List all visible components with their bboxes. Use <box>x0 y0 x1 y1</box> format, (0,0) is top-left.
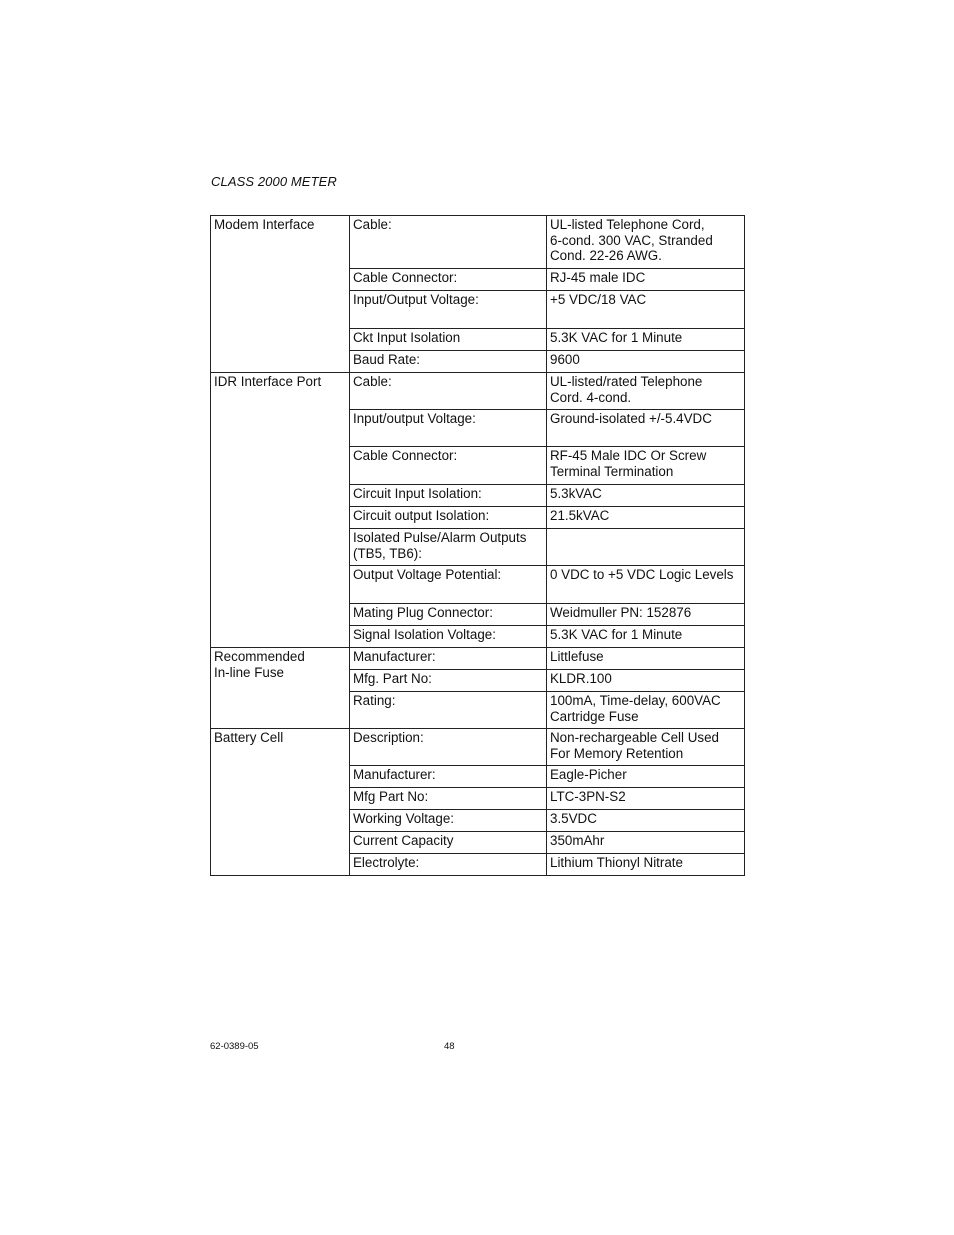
table-row <box>211 373 745 410</box>
spec-label: Circuit output Isolation: <box>350 507 547 529</box>
spec-value: LTC-3PN-S2 <box>547 788 745 810</box>
spec-value: +5 VDC/18 VAC <box>547 291 745 329</box>
spec-value <box>547 529 745 566</box>
spec-label: Working Voltage: <box>350 810 547 832</box>
spec-value: UL-listed Telephone Cord, 6-cond. 300 VAC, Stranded Cond. 22-26 AWG. <box>547 216 745 269</box>
spec-label: Description: <box>350 729 547 766</box>
spec-label: Isolated Pulse/Alarm Outputs (TB5, TB6): <box>350 529 547 566</box>
spec-label: Signal Isolation Voltage: <box>350 626 547 648</box>
spec-value: KLDR.100 <box>547 670 745 692</box>
spec-value: RF-45 Male IDC Or Screw Terminal Termination <box>547 447 745 485</box>
spec-label: Cable Connector: <box>350 269 547 291</box>
spec-value: 0 VDC to +5 VDC Logic Levels <box>547 566 745 604</box>
spec-value: RJ-45 male IDC <box>547 269 745 291</box>
page-number: 48 <box>444 1041 455 1052</box>
spec-value: 5.3K VAC for 1 Minute <box>547 626 745 648</box>
category-cell-idr-interface-port: IDR Interface Port <box>211 373 350 648</box>
spec-value: 3.5VDC <box>547 810 745 832</box>
table-row <box>211 216 745 269</box>
spec-label: Manufacturer: <box>350 766 547 788</box>
spec-label: Mating Plug Connector: <box>350 604 547 626</box>
table-row <box>211 648 745 670</box>
spec-value: 21.5kVAC <box>547 507 745 529</box>
spec-value: Non-rechargeable Cell Used For Memory Retention <box>547 729 745 766</box>
table-row <box>211 729 745 766</box>
category-cell-modem-interface: Modem Interface <box>211 216 350 373</box>
spec-label: Electrolyte: <box>350 854 547 876</box>
spec-value: 5.3kVAC <box>547 485 745 507</box>
spec-value: 9600 <box>547 351 745 373</box>
spec-value: Eagle-Picher <box>547 766 745 788</box>
spec-value: UL-listed/rated Telephone Cord. 4-cond. <box>547 373 745 410</box>
spec-label: Rating: <box>350 692 547 729</box>
spec-label: Mfg Part No: <box>350 788 547 810</box>
specification-table <box>210 215 745 876</box>
spec-label: Circuit Input Isolation: <box>350 485 547 507</box>
spec-value: Littlefuse <box>547 648 745 670</box>
spec-value: Weidmuller PN: 152876 <box>547 604 745 626</box>
spec-label: Cable: <box>350 373 547 410</box>
document-number: 62-0389-05 <box>210 1041 259 1052</box>
category-cell-recommended-fuse: Recommended In-line Fuse <box>211 648 350 729</box>
spec-label: Input/output Voltage: <box>350 410 547 447</box>
spec-label: Current Capacity <box>350 832 547 854</box>
spec-value: 350mAhr <box>547 832 745 854</box>
spec-value: 100mA, Time-delay, 600VAC Cartridge Fuse <box>547 692 745 729</box>
spec-label: Mfg. Part No: <box>350 670 547 692</box>
specification-table-body <box>211 216 745 876</box>
spec-value: Lithium Thionyl Nitrate <box>547 854 745 876</box>
spec-value: 5.3K VAC for 1 Minute <box>547 329 745 351</box>
spec-label: Ckt Input Isolation <box>350 329 547 351</box>
page-title: CLASS 2000 METER <box>211 174 337 189</box>
spec-label: Output Voltage Potential: <box>350 566 547 604</box>
spec-value: Ground-isolated +/-5.4VDC <box>547 410 745 447</box>
spec-label: Manufacturer: <box>350 648 547 670</box>
category-cell-battery-cell: Battery Cell <box>211 729 350 876</box>
spec-label: Baud Rate: <box>350 351 547 373</box>
spec-label: Cable Connector: <box>350 447 547 485</box>
spec-label: Cable: <box>350 216 547 269</box>
spec-label: Input/Output Voltage: <box>350 291 547 329</box>
